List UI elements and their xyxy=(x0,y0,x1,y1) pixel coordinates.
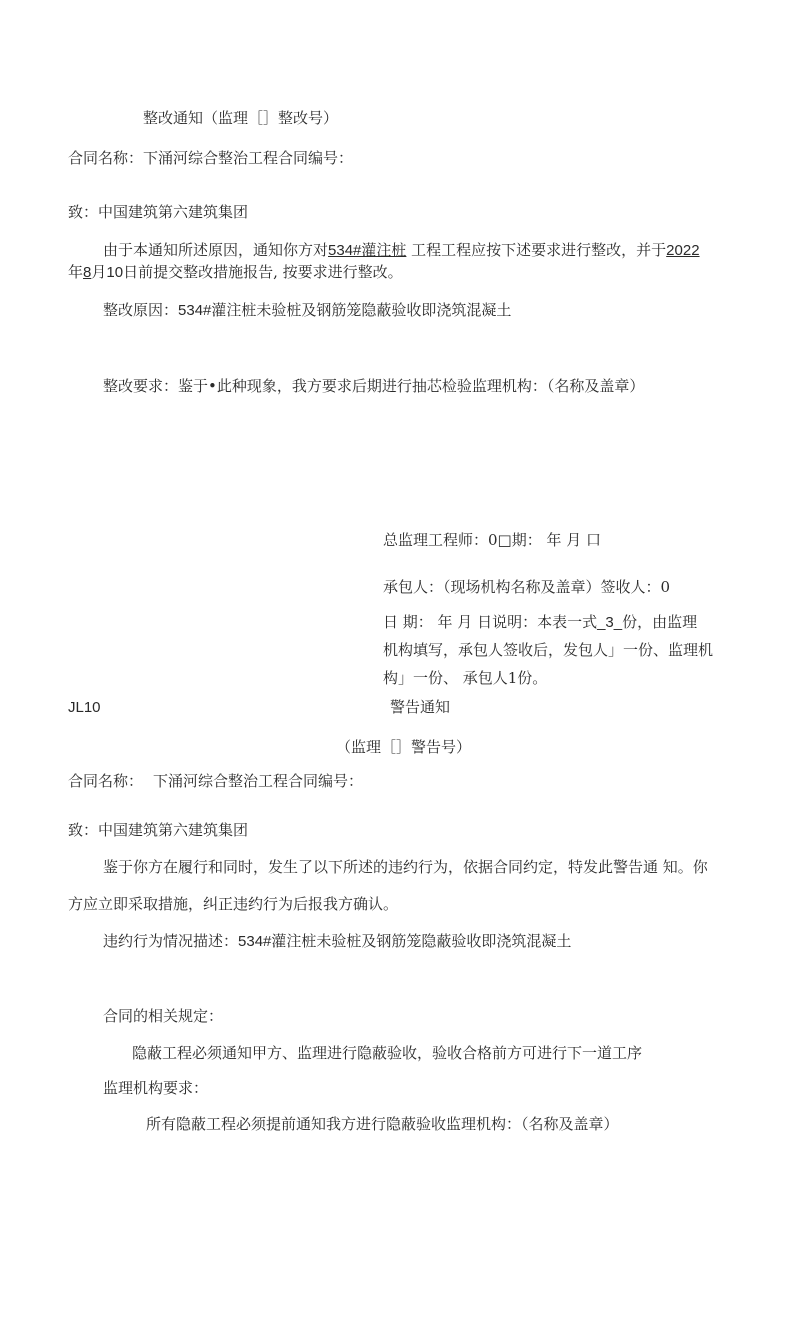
violation-label: 违约行为情况描述： xyxy=(103,932,239,950)
date-note-text: 日 期： 年 月 日说明：本表一式 xyxy=(383,613,598,631)
requirement-label: 整改要求： xyxy=(103,377,179,395)
deadline-month: 8 xyxy=(83,264,92,281)
body-line-1 xyxy=(103,240,700,261)
warning-subtitle: （监理［］警告号） xyxy=(336,738,472,756)
date-note-text: 份，由监理 xyxy=(622,613,698,631)
warning-recipient-line xyxy=(68,820,248,841)
body-text: 工程工程应按下述要求进行整改，并于 xyxy=(406,241,667,259)
warning-body-line-2: 方应立即采取措施，纠正违约行为后报我方确认。 xyxy=(68,895,399,913)
reason-text: 534#灌注桩未验桩及钢筋笼隐蔽验收即浇筑混凝土 xyxy=(178,302,512,319)
contract-name: 下涌河综合整治工程合同编号： xyxy=(153,772,364,790)
body-line-2 xyxy=(68,262,403,283)
supervision-heading: 监理机构要求： xyxy=(103,1079,209,1097)
copies-count: _3_ xyxy=(597,614,623,631)
rules-heading: 合同的相关规定： xyxy=(103,1007,224,1025)
project-name: 534#灌注桩 xyxy=(328,242,407,259)
chief-engineer-line: 总监理工程师：0□期： 年 月 口 xyxy=(383,531,602,549)
recipient-label: 致： xyxy=(68,203,99,221)
contract-label: 合同名称： xyxy=(68,772,144,790)
date-note-line-3: 构」一份、 承包人1份。 xyxy=(383,669,548,687)
contract-name: 下涌河综合整治工程合同编号： xyxy=(143,149,354,167)
body-text: 年 xyxy=(68,263,84,281)
deadline-day: 10 xyxy=(106,264,124,281)
date-note-line-2: 机构填写，承包人签收后，发包人」一份、监理机 xyxy=(383,641,714,659)
reason-line xyxy=(103,300,511,321)
contractor-line: 承包人：（现场机构名称及盖章）签收人：0 xyxy=(383,578,671,596)
supervision-text: 所有隐蔽工程必须提前通知我方进行隐蔽验收监理机构：（名称及盖章） xyxy=(146,1115,619,1133)
warning-title: 警告通知 xyxy=(390,698,451,716)
deadline-year: 2022 xyxy=(666,242,700,259)
violation-text: 534#灌注桩未验桩及钢筋笼隐蔽验收即浇筑混凝土 xyxy=(238,933,572,950)
body-text: 月 xyxy=(91,263,107,281)
rules-text: 隐蔽工程必须通知甲方、监理进行隐蔽验收，验收合格前方可进行下一道工序 xyxy=(132,1044,643,1062)
notice-title: 整改通知（监理［］整改号） xyxy=(143,109,339,127)
contract-label: 合同名称： xyxy=(68,149,144,167)
recipient-org: 中国建筑第六建筑集团 xyxy=(98,821,249,839)
contract-line xyxy=(68,148,353,169)
body-text: 日前提交整改措施报告, 按要求进行整改。 xyxy=(123,263,403,281)
warning-contract-line xyxy=(68,771,363,792)
requirement-text: 鉴于•此种现象，我方要求后期进行抽芯检验监理机构：（名称及盖章） xyxy=(178,377,645,395)
violation-line xyxy=(103,931,571,952)
warning-body-line-1: 鉴于你方在履行和同时，发生了以下所述的违约行为，依据合同约定，特发此警告通 知。你 xyxy=(103,858,708,876)
form-code: JL10 xyxy=(68,699,101,716)
recipient-org: 中国建筑第六建筑集团 xyxy=(98,203,249,221)
reason-label: 整改原因： xyxy=(103,301,179,319)
recipient-line xyxy=(68,202,248,223)
requirement-line xyxy=(103,376,644,397)
recipient-label: 致： xyxy=(68,821,99,839)
body-text: 由于本通知所述原因，通知你方对 xyxy=(103,241,329,259)
date-note-line-1 xyxy=(383,612,697,633)
